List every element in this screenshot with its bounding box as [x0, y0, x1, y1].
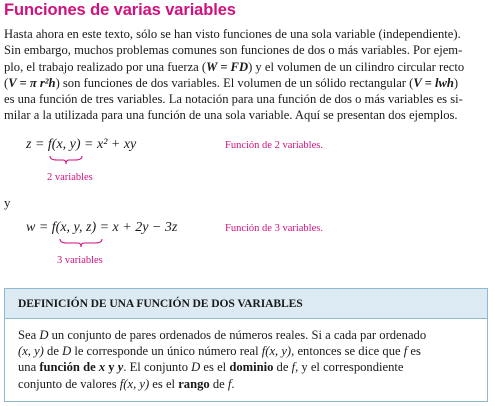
- definition-line: una función de x y y. El conjunto D es el dominio de f, y el correspondiente: [18, 360, 404, 375]
- brace-icon: [59, 238, 103, 248]
- section-title: Funciones de varias variables: [4, 1, 236, 19]
- intro-line: (V = π r²h) son funciones de dos variables. El volumen de un sólido rectangular (V = lwh): [4, 75, 459, 90]
- connector-text: y: [4, 195, 11, 210]
- example2-brace-label: 3 variables: [57, 255, 103, 266]
- definition-heading: DEFINICIÓN DE UNA FUNCIÓN DE DOS VARIABLES: [5, 289, 487, 319]
- definition-box: [4, 288, 488, 402]
- definition-line: conjunto de valores f(x, y) es el rango de f.: [18, 376, 235, 391]
- definition-body: [5, 319, 487, 392]
- example1-note: Función de 2 variables.: [225, 140, 323, 151]
- intro-line: plo, el trabajo realizado por una fuerza (W = FD) y el volumen de un cilindro circular recto: [4, 59, 465, 74]
- example2-equation: w = f(x, y, z) = x + 2y − 3z: [26, 220, 178, 235]
- brace-icon: [49, 155, 83, 165]
- intro-line: Hasta ahora en este texto, sólo se han visto funciones de una sola variable (independiente).: [4, 27, 461, 41]
- example1-equation: z = f(x, y) = x² + xy: [26, 137, 137, 152]
- intro-line: Sin embargo, muchos problemas comunes son funciones de dos o más variables. Por ejem-: [4, 43, 463, 58]
- example1-brace-label: 2 variables: [47, 172, 93, 183]
- intro-line: es una función de tres variables. La notación para una función de dos o más variables es si-: [4, 92, 463, 107]
- example2-note: Función de 3 variables.: [225, 223, 323, 234]
- definition-line: (x, y) de D le corresponde un único número real f(x, y), entonces se dice que f es: [18, 344, 421, 359]
- intro-paragraph: [4, 26, 490, 124]
- definition-line: Sea D un conjunto de pares ordenados de números reales. Si a cada par ordenado: [18, 328, 427, 342]
- intro-line: milar a la utilizada para una función de una sola variable. Aquí se presentan dos ejemplos.: [4, 108, 458, 123]
